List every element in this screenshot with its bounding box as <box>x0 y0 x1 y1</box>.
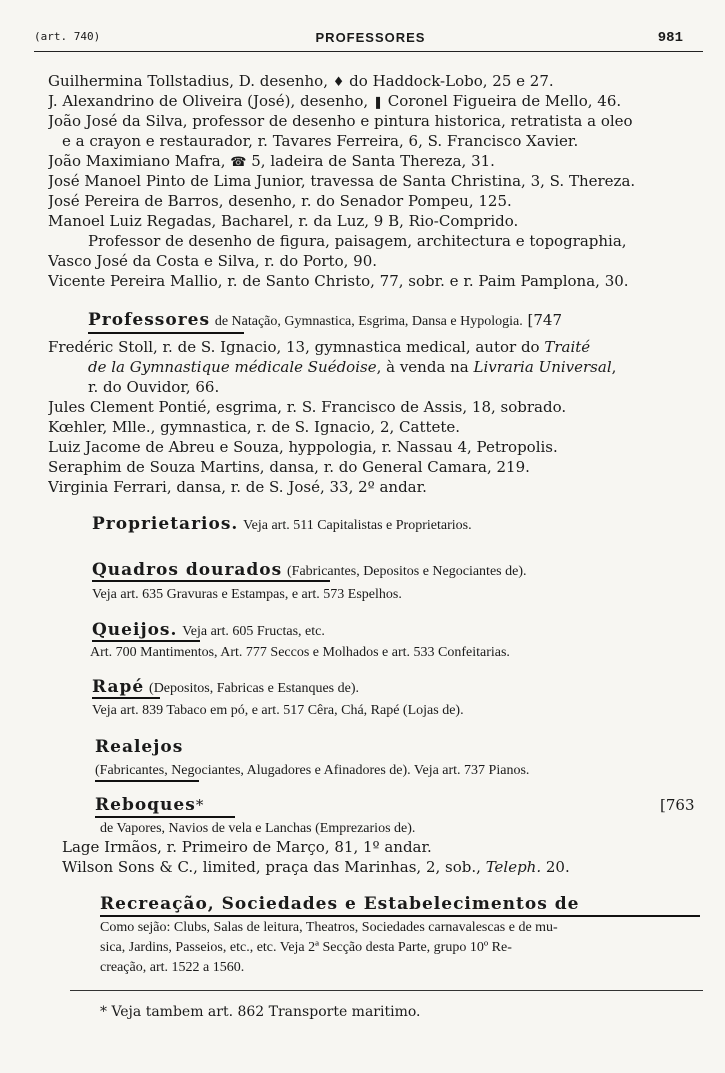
section-heading-proprietarios: Proprietarios. Veja art. 511 Capitalistas e Proprietarios. <box>92 514 472 534</box>
article-ref: [763 <box>660 796 695 814</box>
bond-icon: ♦ <box>332 75 345 90</box>
list-item: Como sejão: Clubs, Salas de leitura, Theatros, Sociedades carnavalescas e de mu- <box>100 920 558 935</box>
section-heading-rape: Rapé (Depositos, Fabricas e Estanques de). <box>92 677 359 697</box>
section-heading-realejos: Realejos <box>95 737 184 757</box>
list-item: Wilson Sons & C., limited, praça das Marinhas, 2, sob., Teleph. 20. <box>62 858 570 876</box>
list-item: J. Alexandrino de Oliveira (José), desenho, ❚ Coronel Figueira de Mello, 46. <box>48 92 622 110</box>
list-item: de la Gymnastique médicale Suédoise, à venda na Livraria Universal, <box>88 358 617 376</box>
list-item: José Pereira de Barros, desenho, r. do Senador Pompeu, 125. <box>48 192 512 210</box>
list-item: sica, Jardins, Passeios, etc., etc. Veja 2ª Secção desta Parte, grupo 10º Re- <box>100 940 512 955</box>
list-item: Jules Clement Pontié, esgrima, r. S. Francisco de Assis, 18, sobrado. <box>48 398 567 416</box>
section-heading-recreacao: Recreação, Sociedades e Estabelecimentos de <box>100 894 580 914</box>
running-header <box>34 30 707 52</box>
section-heading-professores: Professores de Natação, Gymnastica, Esgrima, Dansa e Hypologia. [747 <box>88 310 562 330</box>
list-item: e a crayon e restaurador, r. Tavares Ferreira, 6, S. Francisco Xavier. <box>62 132 579 150</box>
telephone-icon: ☎ <box>230 155 247 170</box>
list-item: Professor de desenho de figura, paisagem, architectura e topographia, <box>88 232 627 250</box>
list-item: João Maximiano Mafra, ☎ 5, ladeira de Santa Thereza, 31. <box>48 152 495 170</box>
list-item: Fredéric Stoll, r. de S. Ignacio, 13, gymnastica medical, autor do Traité <box>48 338 591 356</box>
list-item: Luiz Jacome de Abreu e Souza, hyppologia, r. Nassau 4, Petropolis. <box>48 438 558 456</box>
tram-icon: ❚ <box>372 95 384 109</box>
heading-underline <box>88 332 244 334</box>
footnote: * Veja tambem art. 862 Transporte maritimo. <box>100 1004 421 1020</box>
list-item: Seraphim de Souza Martins, dansa, r. do General Camara, 219. <box>48 458 530 476</box>
header-title: PROFESSORES <box>315 30 426 45</box>
list-item: Manoel Luiz Regadas, Bacharel, r. da Luz, 9 B, Rio-Comprido. <box>48 212 519 230</box>
header-article: (art. 740) <box>34 30 101 43</box>
list-item: Veja art. 635 Gravuras e Estampas, e art. 573 Espelhos. <box>92 587 402 602</box>
list-item: Art. 700 Mantimentos, Art. 777 Seccos e Molhados e art. 533 Confeitarias. <box>90 645 510 660</box>
section-heading-reboques: Reboques* <box>95 795 204 815</box>
list-item: Kœhler, Mlle., gymnastica, r. de S. Ignacio, 2, Cattete. <box>48 418 461 436</box>
footnote-rule <box>70 990 703 991</box>
list-item: Lage Irmãos, r. Primeiro de Março, 81, 1º andar. <box>62 838 432 856</box>
list-item: (Fabricantes, Negociantes, Alugadores e Afinadores de). Veja art. 737 Pianos. <box>95 763 530 778</box>
heading-underline <box>95 780 199 782</box>
list-item: Vicente Pereira Mallio, r. de Santo Christo, 77, sobr. e r. Paim Pamplona, 30. <box>48 272 629 290</box>
list-item: Virginia Ferrari, dansa, r. de S. José, 33, 2º andar. <box>48 478 427 496</box>
list-item: creação, art. 1522 a 1560. <box>100 960 245 975</box>
section-heading-queijos: Queijos. Veja art. 605 Fructas, etc. <box>92 620 325 640</box>
list-item: Guilhermina Tollstadius, D. desenho, ♦ do Haddock-Lobo, 25 e 27. <box>48 72 554 90</box>
list-item: José Manoel Pinto de Lima Junior, travessa de Santa Christina, 3, S. Thereza. <box>48 172 636 190</box>
header-rule <box>34 51 703 52</box>
page-number: 981 <box>657 30 683 46</box>
list-item: João José da Silva, professor de desenho e pintura historica, retratista a oleo <box>48 112 633 130</box>
list-item: Veja art. 839 Tabaco em pó, e art. 517 Cêra, Chá, Rapé (Lojas de). <box>92 703 464 718</box>
section-heading-quadros: Quadros dourados (Fabricantes, Depositos e Negociantes de). <box>92 560 527 580</box>
heading-underline <box>92 580 330 582</box>
list-item: r. do Ouvidor, 66. <box>88 378 220 396</box>
list-item: Vasco José da Costa e Silva, r. do Porto, 90. <box>48 252 378 270</box>
list-item: de Vapores, Navios de vela e Lanchas (Emprezarios de). <box>100 821 416 836</box>
